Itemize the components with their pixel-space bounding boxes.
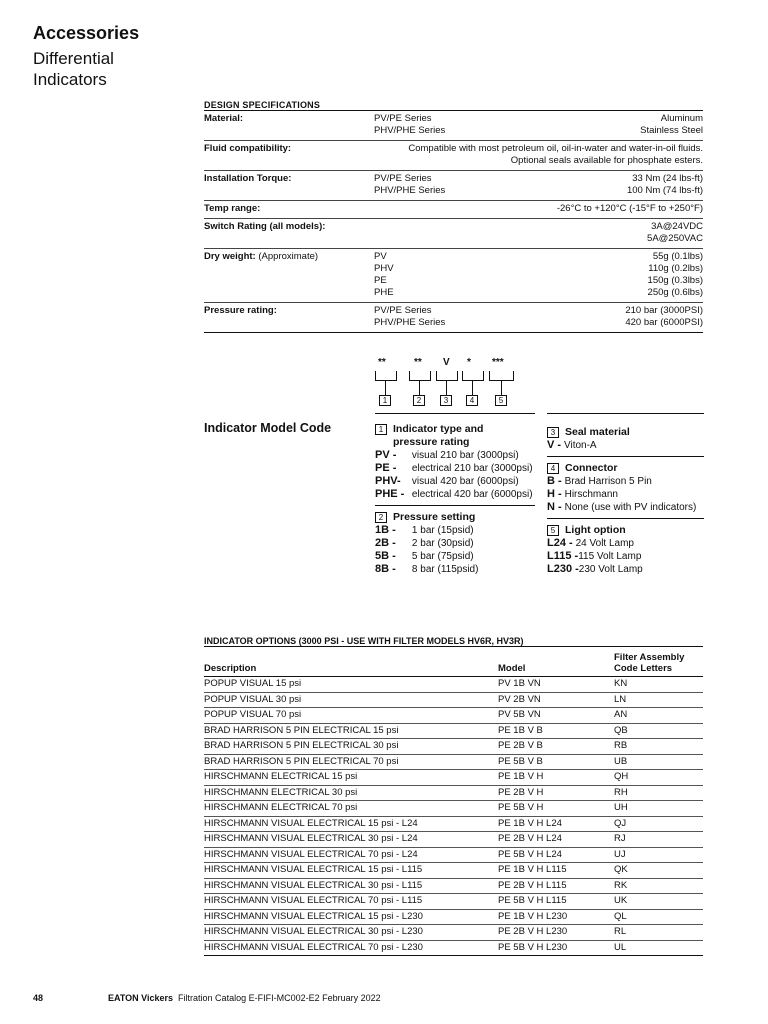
option-item: V - Viton-A [547, 439, 597, 451]
option-item: L24 - 24 Volt Lamp [547, 537, 634, 549]
table-row [204, 677, 703, 693]
spec-variant: PV/PE Series [374, 113, 432, 124]
position-box: 1 [375, 424, 387, 435]
design-specifications-heading: DESIGN SPECIFICATIONS [204, 100, 703, 111]
model-cell: PE 5B V H L24 [498, 848, 562, 860]
model-cell: PE 1B V H [498, 771, 544, 782]
table-row [204, 693, 703, 709]
code-letters-cell: UK [614, 895, 628, 906]
model-code-diagram [372, 357, 522, 412]
connector-block [547, 457, 704, 514]
code-stem [472, 381, 473, 395]
code-letters-cell: QL [614, 910, 627, 922]
model-code-column-right [547, 413, 704, 576]
option-item: H - Hirschmann [547, 488, 618, 500]
spec-value: 420 bar (6000PSI) [625, 317, 703, 328]
description-cell: HIRSCHMANN VISUAL ELECTRICAL 30 psi - L230 [204, 926, 423, 937]
spec-variant: PHE [374, 287, 394, 298]
spec-line [374, 185, 703, 197]
table-row [204, 724, 703, 740]
code-letters-cell: RB [614, 740, 628, 751]
table-row [204, 879, 703, 895]
code-placeholder-3: V [443, 357, 450, 368]
description-cell: HIRSCHMANN ELECTRICAL 30 psi [204, 786, 358, 798]
page-number: 48 [33, 993, 44, 1003]
catalog-name: Filtration Catalog [178, 993, 247, 1003]
code-bracket [375, 371, 397, 381]
description-cell: HIRSCHMANN VISUAL ELECTRICAL 70 psi - L115 [204, 895, 423, 906]
model-cell: PE 5B V H [498, 802, 544, 813]
table-header [204, 647, 703, 677]
table-row [204, 832, 703, 848]
spec-value: Stainless Steel [640, 125, 703, 136]
spec-variant: PHV [374, 263, 394, 274]
block-title: Seal material [565, 426, 630, 438]
code-position-2: 2 [413, 395, 425, 406]
brand-name: EATON Vickers [108, 993, 174, 1003]
code-letters-cell: UB [614, 755, 628, 767]
description-cell: HIRSCHMANN ELECTRICAL 15 psi [204, 771, 358, 782]
page-footer [33, 993, 381, 1003]
code-placeholder-1: ** [378, 357, 386, 368]
model-cell: PE 2B V H L115 [498, 879, 567, 891]
description-cell: BRAD HARRISON 5 PIN ELECTRICAL 30 psi [204, 740, 399, 751]
model-cell: PE 2B V B [498, 740, 543, 751]
spec-value: -26°C to +120°C (-15°F to +250°F) [556, 203, 703, 214]
spec-line [374, 203, 703, 215]
code-placeholder-2: ** [414, 357, 422, 368]
spec-variant: PHV/PHE Series [374, 125, 446, 136]
spec-value: 210 bar (3000PSI) [625, 305, 703, 316]
code-stem [446, 381, 447, 395]
spec-line [374, 263, 703, 275]
pressure-setting-block [375, 506, 535, 576]
model-cell: PV 1B VN [498, 678, 541, 689]
model-cell: PE 1B V H L24 [498, 817, 562, 829]
spec-line [374, 287, 703, 299]
spec-line [374, 233, 703, 245]
code-stem [419, 381, 420, 395]
code-position-4: 4 [466, 395, 478, 406]
model-cell: PE 1B V B [498, 724, 543, 736]
model-code-column-left [375, 413, 535, 576]
model-cell: PE 5B V B [498, 755, 543, 767]
code-letters-cell: AN [614, 709, 628, 720]
spec-line [374, 251, 703, 263]
code-letters-cell: UJ [614, 848, 626, 860]
spec-label: Temp range: [204, 203, 261, 214]
seal-material-block [547, 414, 704, 452]
code-letters-cell: QK [614, 864, 628, 875]
spec-line [374, 305, 703, 317]
code-position-1: 1 [379, 395, 391, 406]
table-row [204, 755, 703, 771]
description-cell: HIRSCHMANN VISUAL ELECTRICAL 30 psi - L115 [204, 879, 423, 891]
description-cell: HIRSCHMANN VISUAL ELECTRICAL 15 psi - L24 [204, 817, 418, 829]
description-cell: HIRSCHMANN VISUAL ELECTRICAL 15 psi - L230 [204, 910, 423, 922]
description-cell: BRAD HARRISON 5 PIN ELECTRICAL 15 psi [204, 724, 399, 736]
spec-variant: PHV/PHE Series [374, 185, 446, 196]
indicator-options-heading: INDICATOR OPTIONS (3000 PSI - USE WITH FILTER MODELS HV6R, HV3R) [204, 636, 703, 647]
spec-line [374, 125, 703, 137]
code-letters-cell: RJ [614, 833, 626, 844]
description-cell: HIRSCHMANN VISUAL ELECTRICAL 70 psi - L230 [204, 941, 423, 953]
model-cell: PV 5B VN [498, 709, 541, 720]
spec-row [204, 201, 703, 219]
spec-label: Fluid compatibility: [204, 143, 292, 154]
spec-line [374, 143, 703, 155]
model-code-title: Indicator Model Code [204, 421, 332, 435]
table-row [204, 848, 703, 864]
table-row [204, 739, 703, 755]
spec-value: 3A@24VDC [651, 221, 703, 232]
code-letters-cell: LN [614, 693, 627, 705]
option-item: L230 -230 Volt Lamp [547, 563, 643, 575]
page-subtitle [33, 48, 139, 90]
subtitle-line-2: Indicators [33, 70, 107, 89]
spec-value: Optional seals available for phosphate esters. [510, 155, 703, 166]
code-letters-cell: QB [614, 724, 628, 736]
code-letters-cell: UH [614, 802, 628, 813]
spec-row [204, 141, 703, 171]
model-cell: PE 5B V H L230 [498, 941, 568, 953]
spec-label: Switch Rating (all models): [204, 221, 326, 232]
spec-value: 55g (0.1lbs) [652, 251, 703, 262]
spec-variant: PHV/PHE Series [374, 317, 446, 328]
subtitle-line-1: Differential [33, 49, 114, 68]
column-header-model: Model [498, 663, 526, 674]
block-title: Light option [565, 524, 626, 536]
model-cell: PE 1B V H L230 [498, 910, 568, 922]
option-item: N - None (use with PV indicators) [547, 501, 697, 513]
model-cell: PE 2B V H L24 [498, 833, 562, 844]
spec-row [204, 171, 703, 201]
option-item: 8B - 8 bar (115psid) [375, 563, 479, 575]
code-letters-cell: RH [614, 786, 628, 798]
table-row [204, 770, 703, 786]
spec-line [374, 173, 703, 185]
code-position-3: 3 [440, 395, 452, 406]
position-box: 5 [547, 525, 559, 536]
option-item: PHV- visual 420 bar (6000psi) [375, 475, 519, 487]
model-cell: PE 2B V H [498, 786, 544, 798]
column-header-description: Description [204, 663, 257, 674]
description-cell: POPUP VISUAL 15 psi [204, 678, 302, 689]
spec-variant: PV/PE Series [374, 173, 432, 184]
table-row [204, 941, 703, 957]
spec-value: 5A@250VAC [647, 233, 703, 244]
option-item: PHE - electrical 420 bar (6000psi) [375, 488, 533, 500]
spec-variant: PE [374, 275, 387, 286]
description-cell: HIRSCHMANN VISUAL ELECTRICAL 70 psi - L24 [204, 848, 418, 860]
block-title: Pressure setting [393, 511, 476, 523]
spec-value: 33 Nm (24 lbs-ft) [632, 173, 703, 184]
code-letters-cell: UL [614, 941, 627, 953]
description-cell: POPUP VISUAL 30 psi [204, 693, 302, 705]
design-specifications-table [204, 100, 703, 333]
light-option-block [547, 519, 704, 576]
code-bracket [462, 371, 484, 381]
indicator-type-block [375, 414, 535, 501]
code-bracket [489, 371, 514, 381]
code-stem [501, 381, 502, 395]
position-box: 4 [547, 463, 559, 474]
code-letters-cell: RL [614, 926, 627, 937]
code-placeholder-5: *** [492, 357, 504, 368]
spec-label: Dry weight: (Approximate) [204, 251, 319, 262]
option-item: PE - electrical 210 bar (3000psi) [375, 462, 533, 474]
spec-variant: PV [374, 251, 387, 262]
indicator-options-table [204, 636, 703, 956]
publication-date: February 2022 [322, 993, 381, 1003]
table-row [204, 708, 703, 724]
spec-line [374, 317, 703, 329]
table-row [204, 863, 703, 879]
option-item: B - Brad Harrison 5 Pin [547, 475, 652, 487]
spec-value: Aluminum [660, 113, 703, 124]
code-stem [385, 381, 386, 395]
spec-label: Pressure rating: [204, 305, 277, 316]
spec-row [204, 219, 703, 249]
spec-label: Installation Torque: [204, 173, 292, 184]
document-number: E-FIFI-MC002-E2 [248, 993, 320, 1003]
model-cell: PE 5B V H L115 [498, 895, 567, 906]
option-item: PV - visual 210 bar (3000psi) [375, 449, 519, 461]
code-letters-cell: RK [614, 879, 628, 891]
spec-line [374, 113, 703, 125]
table-row [204, 817, 703, 833]
code-letters-cell: QH [614, 771, 629, 782]
table-row [204, 801, 703, 817]
option-item: 2B - 2 bar (30psid) [375, 537, 474, 549]
code-letters-cell: QJ [614, 817, 627, 829]
model-cell: PV 2B VN [498, 693, 541, 705]
table-row [204, 925, 703, 941]
spec-value: 110g (0.2lbs) [648, 263, 703, 274]
code-bracket [436, 371, 458, 381]
option-item: 1B - 1 bar (15psid) [375, 524, 474, 536]
code-position-5: 5 [495, 395, 507, 406]
description-cell: HIRSCHMANN VISUAL ELECTRICAL 15 psi - L115 [204, 864, 423, 875]
spec-row [204, 303, 703, 333]
spec-value: Compatible with most petroleum oil, oil-in-water and water-in-oil fluids. [408, 143, 703, 154]
option-item: L115 -115 Volt Lamp [547, 550, 642, 562]
block-title: Indicator type and pressure rating [393, 423, 484, 448]
spec-label: Material: [204, 113, 244, 124]
code-placeholder-4: * [467, 357, 471, 368]
code-bracket [409, 371, 431, 381]
spec-line [374, 155, 703, 167]
description-cell: POPUP VISUAL 70 psi [204, 709, 302, 720]
description-cell: HIRSCHMANN VISUAL ELECTRICAL 30 psi - L24 [204, 833, 418, 844]
block-title: Connector [565, 462, 618, 474]
column-header-code-letters: Filter Assembly Code Letters [614, 652, 685, 674]
position-box: 2 [375, 512, 387, 523]
table-row [204, 894, 703, 910]
position-box: 3 [547, 427, 559, 438]
spec-line [374, 221, 703, 233]
page-header [33, 22, 139, 90]
spec-line [374, 275, 703, 287]
model-cell: PE 2B V H L230 [498, 926, 568, 937]
spec-value: 250g (0.6lbs) [647, 287, 703, 298]
spec-variant: PV/PE Series [374, 305, 432, 316]
page-title: Accessories [33, 23, 140, 43]
spec-value: 150g (0.3lbs) [647, 275, 703, 286]
spec-row [204, 111, 703, 141]
code-letters-cell: KN [614, 678, 628, 689]
spec-row [204, 249, 703, 303]
spec-value: 100 Nm (74 lbs-ft) [626, 185, 703, 196]
model-cell: PE 1B V H L115 [498, 864, 567, 875]
option-item: 5B - 5 bar (75psid) [375, 550, 474, 562]
table-row [204, 786, 703, 802]
description-cell: HIRSCHMANN ELECTRICAL 70 psi [204, 802, 358, 813]
description-cell: BRAD HARRISON 5 PIN ELECTRICAL 70 psi [204, 755, 399, 767]
table-row [204, 910, 703, 926]
